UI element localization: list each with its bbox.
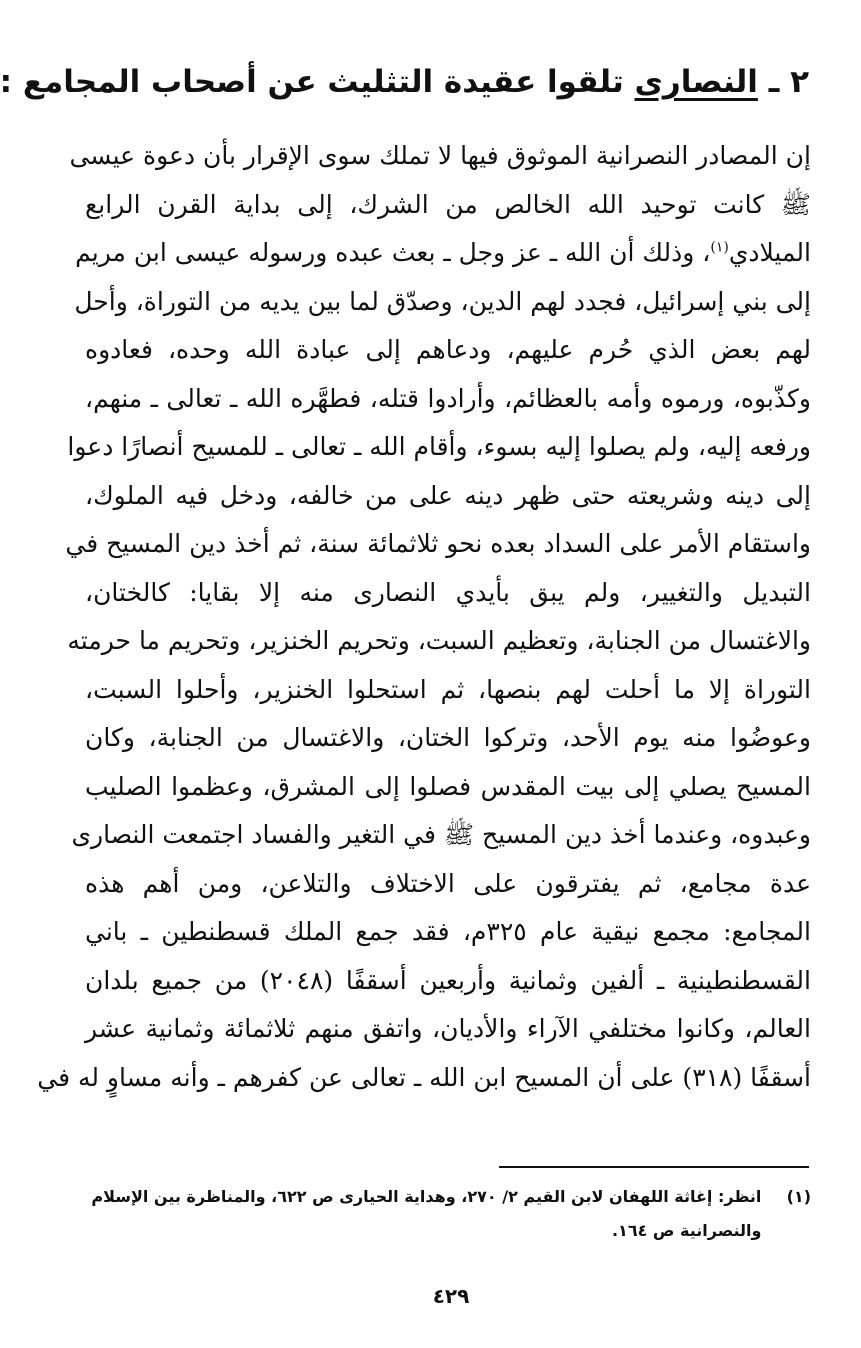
paragraph-line: واستقام الأمر على السداد بعده نحو ثلاثمائة سنة، ثم أخذ دين المسيح في <box>65 529 811 558</box>
page-number: ٤٢٩ <box>432 1284 470 1308</box>
paragraph-line: عدة مجامع، ثم يفترقون على الاختلاف والتلاعن، ومن أهم هذه <box>85 868 811 898</box>
footnote-line <box>81 1214 811 1248</box>
paragraph-line: إلى بني إسرائيل، فجدد لهم الدين، وصدّق لما بين يديه من التوراة، وأحل <box>74 286 811 316</box>
footnote-text: والنصرانية ص ١٦٤. <box>611 1221 762 1240</box>
footnote <box>81 1180 811 1248</box>
paragraph-line: وكذّبوه، ورموه وأمه بالعظائم، وأرادوا قتله، فطهَّره الله ـ تعالى ـ منهم، <box>85 383 811 413</box>
paragraph-line: لهم بعض الذي حُرم عليهم، ودعاهم إلى عبادة الله وحده، فعادوه <box>85 335 811 364</box>
paragraph-line: ﷺ كانت توحيد الله الخالص من الشرك، إلى بداية القرن الرابع <box>85 189 811 219</box>
footnote-reference: (١) <box>710 239 729 256</box>
paragraph-line: القسطنطينية ـ ألفين وثمانية وأربعين أسقفًا (٢٠٤٨) من جميع بلدان <box>85 965 811 995</box>
paragraph-line: المجامع: مجمع نيقية عام ٣٢٥م، فقد جمع الملك قسطنطين ـ باني <box>85 917 811 946</box>
paragraph-line: وعوضُوا منه يوم الأحد، وتركوا الختان، والاغتسال من الجنابة، وكان <box>85 723 811 752</box>
paragraph-line: إن المصادر النصرانية الموثوق فيها لا تملك سوى الإقرار بأن دعوة عيسى <box>69 141 811 170</box>
paragraph-line-with-footnote-ref <box>75 229 811 278</box>
heading-text: تلقوا عقيدة التثليث عن أصحاب المجامع : <box>0 64 624 100</box>
heading-number: ٢ ـ <box>768 64 809 100</box>
paragraph-line: المسيح يصلي إلى بيت المقدس فصلوا إلى المشرق، وعظموا الصليب <box>85 771 811 801</box>
paragraph-line-text: الميلادي$^{(١)}$، وذلك أن الله ـ عز وجل ـ بعث عبده ورسوله عيسى ابن مريم <box>75 238 811 267</box>
section-heading <box>0 58 809 106</box>
footnote-marker: (١) <box>786 1187 811 1206</box>
paragraph-line: التوراة إلا ما أحلت لهم بنصها، ثم استحلوا الخنزير، وأحلوا السبت، <box>85 674 811 704</box>
paragraph-line: وعبدوه، وعندما أخذ دين المسيح ﷺ في التغير والفساد اجتمعت النصارى <box>71 820 811 849</box>
paragraph-line: ورفعه إليه، ولم يصلوا إليه بسوء، وأقام الله ـ تعالى ـ للمسيح أنصارًا دعوا <box>67 432 811 461</box>
footnote-text: انظر: إغاثة اللهفان لابن القيم ٢/ ٢٧٠، وهداية الحيارى ص ٦٢٢، والمناظرة بين الإسلام <box>91 1187 762 1206</box>
heading-underlined-word: النصارى <box>634 64 758 100</box>
footnote-line <box>81 1180 811 1214</box>
paragraph-line: أسقفًا (٣١٨) على أن المسيح ابن الله ـ تعالى عن كفرهم ـ وأنه مساوٍ له في <box>37 1062 811 1092</box>
paragraph-line: العالم، وكانوا مختلفي الآراء والأديان، واتفق منهم ثلاثمائة وثمانية عشر <box>85 1014 811 1043</box>
paragraph-line: التبديل والتغيير، ولم يبق بأيدي النصارى منه إلا بقايا: كالختان، <box>85 577 811 607</box>
paragraph-line: والاغتسال من الجنابة، وتعظيم السبت، وتحريم الخنزير، وتحريم ما حرمته <box>67 626 811 655</box>
footnote-divider <box>499 1166 809 1168</box>
body-paragraph <box>37 132 811 1102</box>
paragraph-line: إلى دينه وشريعته حتى ظهر دينه على من خالفه، ودخل فيه الملوك، <box>85 480 811 510</box>
